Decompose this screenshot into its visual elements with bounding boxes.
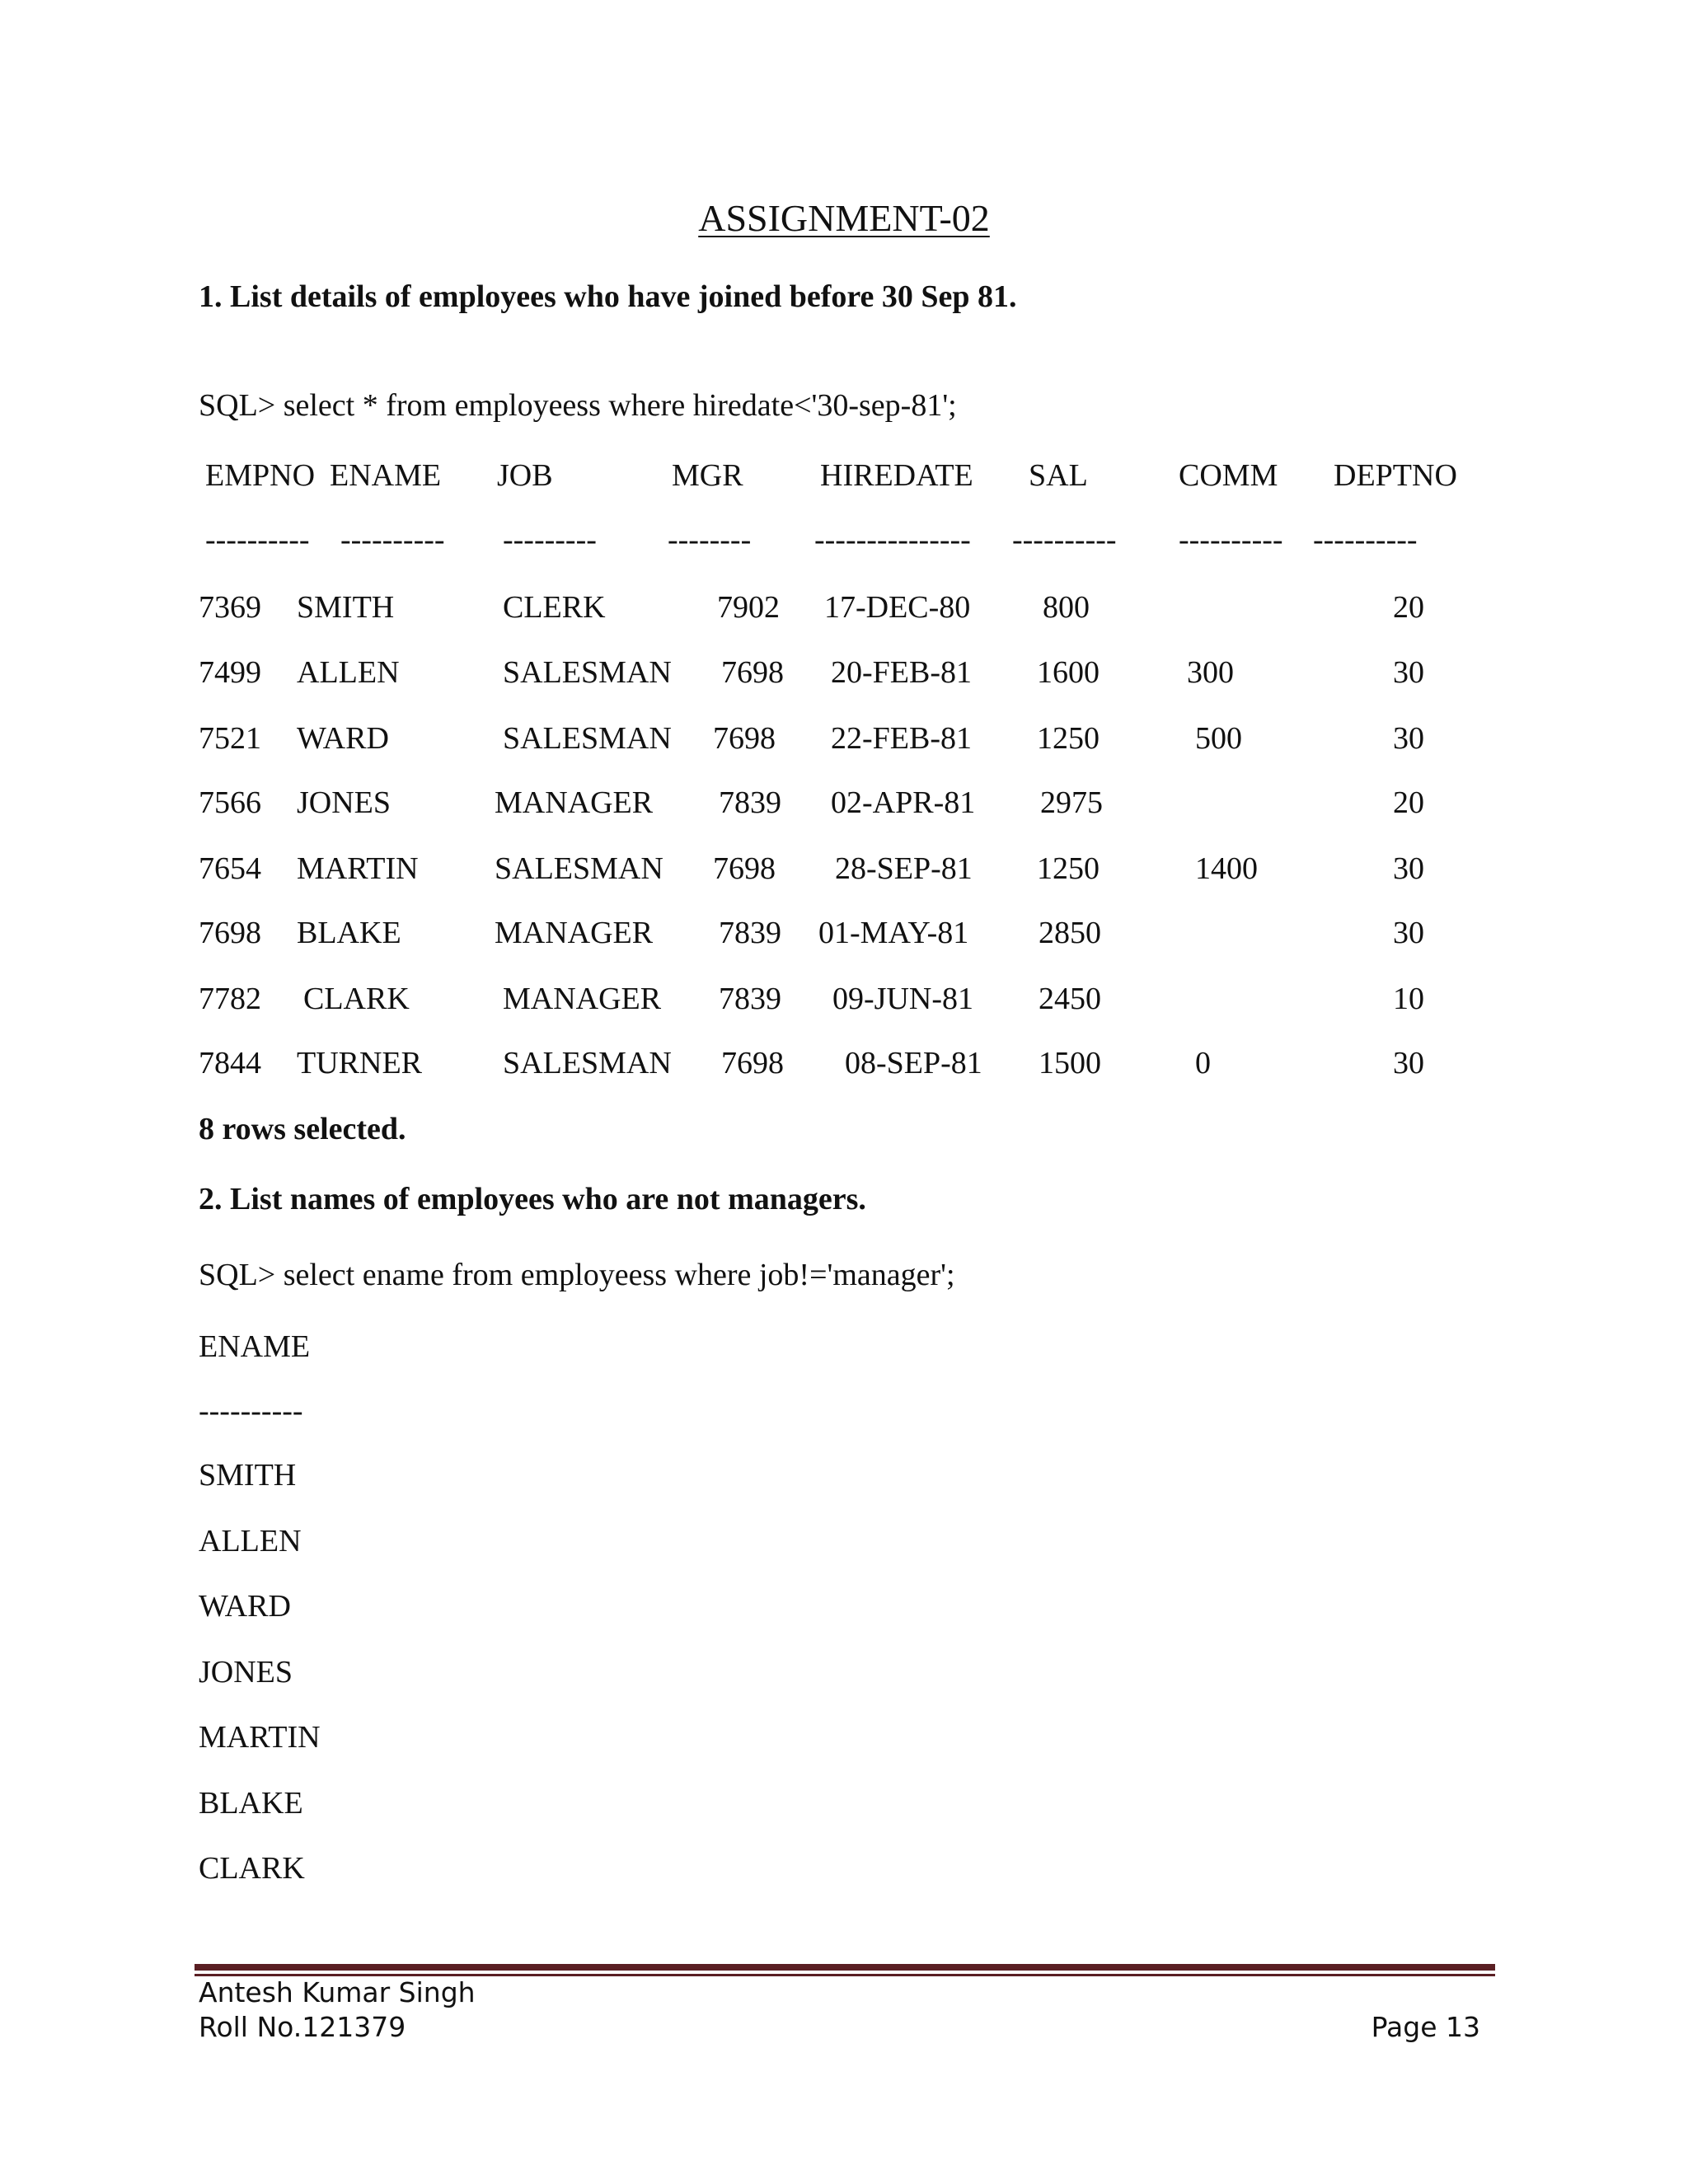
footer-author-name: Antesh Kumar Singh — [199, 1976, 476, 2008]
sql-query-1: SQL> select * from employeess where hiredate<'30-sep-81'; — [199, 388, 957, 423]
table-cell-sal: 1600 — [1037, 655, 1100, 690]
table-cell-mgr: 7839 — [719, 916, 781, 950]
table-cell-ename: WARD — [297, 721, 389, 756]
table-cell-job: SALESMAN — [495, 851, 663, 886]
column-dashes-deptno: ---------- — [1313, 523, 1418, 557]
column-header-deptno: DEPTNO — [1334, 458, 1457, 493]
table-cell-mgr: 7698 — [713, 851, 776, 886]
list-item: ALLEN — [199, 1524, 302, 1558]
list-item: MARTIN — [199, 1720, 321, 1755]
column-dashes-job: --------- — [503, 523, 597, 557]
table-cell-ename: BLAKE — [297, 916, 401, 950]
table-cell-sal: 1250 — [1037, 721, 1100, 756]
table-cell-deptno: 30 — [1393, 916, 1424, 950]
column-header-empno: EMPNO — [205, 458, 316, 493]
table-cell-job: SALESMAN — [503, 721, 672, 756]
rows-selected-summary: 8 rows selected. — [199, 1112, 406, 1146]
table-cell-ename: JONES — [297, 785, 392, 820]
column-header-mgr: MGR — [672, 458, 743, 493]
list-item: CLARK — [199, 1851, 305, 1886]
table-cell-deptno: 30 — [1393, 655, 1424, 690]
column-dashes-hiredate: --------------- — [814, 523, 971, 557]
table-cell-empno: 7369 — [199, 590, 261, 625]
table-cell-mgr: 7839 — [719, 982, 781, 1016]
table-cell-ename: MARTIN — [297, 851, 419, 886]
table-cell-empno: 7566 — [199, 785, 261, 820]
table-cell-empno: 7782 — [199, 982, 261, 1016]
table-cell-ename: SMITH — [297, 590, 395, 625]
table-cell-hiredate: 28-SEP-81 — [835, 851, 973, 886]
table-cell-hiredate: 17-DEC-80 — [824, 590, 971, 625]
list-item: SMITH — [199, 1458, 297, 1493]
table-cell-mgr: 7698 — [721, 655, 784, 690]
table-cell-hiredate: 01-MAY-81 — [818, 916, 969, 950]
table-cell-comm: 300 — [1187, 655, 1234, 690]
list-item: WARD — [199, 1589, 291, 1624]
table-cell-deptno: 30 — [1393, 1046, 1424, 1080]
column-dashes-mgr: -------- — [668, 523, 752, 557]
table-cell-ename: TURNER — [297, 1046, 422, 1080]
table-cell-hiredate: 02-APR-81 — [831, 785, 976, 820]
question-1: 1. List details of employees who have joined before 30 Sep 81. — [199, 279, 1017, 314]
table-cell-empno: 7844 — [199, 1046, 261, 1080]
table-cell-sal: 2975 — [1040, 785, 1103, 820]
question-2: 2. List names of employees who are not managers. — [199, 1182, 866, 1216]
table-cell-deptno: 30 — [1393, 721, 1424, 756]
table-cell-sal: 2850 — [1039, 916, 1101, 950]
table-cell-empno: 7654 — [199, 851, 261, 886]
column-dashes-ename: ---------- — [340, 523, 445, 557]
table-cell-ename: ALLEN — [297, 655, 400, 690]
column-header-comm: COMM — [1179, 458, 1278, 493]
footer-page-number: Page 13 — [1371, 2011, 1480, 2043]
table-cell-comm: 1400 — [1195, 851, 1258, 886]
table-cell-job: SALESMAN — [503, 1046, 672, 1080]
list-item: JONES — [199, 1655, 293, 1690]
table-cell-deptno: 10 — [1393, 982, 1424, 1016]
table-cell-deptno: 20 — [1393, 590, 1424, 625]
table-cell-job: MANAGER — [503, 982, 662, 1016]
table-cell-hiredate: 08-SEP-81 — [845, 1046, 982, 1080]
table-cell-deptno: 30 — [1393, 851, 1424, 886]
table-cell-job: MANAGER — [495, 916, 654, 950]
list-item: BLAKE — [199, 1786, 303, 1821]
table-cell-hiredate: 22-FEB-81 — [831, 721, 972, 756]
table-cell-sal: 2450 — [1039, 982, 1101, 1016]
column-header-sal: SAL — [1029, 458, 1088, 493]
footer-divider — [195, 1964, 1495, 1971]
table-cell-empno: 7698 — [199, 916, 261, 950]
table-cell-hiredate: 09-JUN-81 — [832, 982, 973, 1016]
table-cell-comm: 500 — [1195, 721, 1242, 756]
table-cell-deptno: 20 — [1393, 785, 1424, 820]
column-dashes-sal: ---------- — [1012, 523, 1117, 557]
table-cell-job: CLERK — [503, 590, 606, 625]
table-cell-mgr: 7902 — [717, 590, 780, 625]
table-cell-job: MANAGER — [495, 785, 654, 820]
table-cell-mgr: 7698 — [713, 721, 776, 756]
table-cell-job: SALESMAN — [503, 655, 672, 690]
footer-roll-number: Roll No.121379 — [199, 2011, 406, 2043]
table-cell-sal: 1250 — [1037, 851, 1100, 886]
page-title: ASSIGNMENT-02 — [698, 197, 990, 239]
table-cell-empno: 7521 — [199, 721, 261, 756]
column-header-ename: ENAME — [330, 458, 442, 493]
table-cell-sal: 1500 — [1039, 1046, 1101, 1080]
table-cell-hiredate: 20-FEB-81 — [831, 655, 972, 690]
ename-header: ENAME — [199, 1329, 311, 1364]
column-dashes-empno: ---------- — [205, 523, 310, 557]
column-header-hiredate: HIREDATE — [820, 458, 973, 493]
table-cell-mgr: 7698 — [721, 1046, 784, 1080]
column-header-job: JOB — [497, 458, 553, 493]
column-dashes-comm: ---------- — [1179, 523, 1283, 557]
table-cell-sal: 800 — [1043, 590, 1090, 625]
table-cell-empno: 7499 — [199, 655, 261, 690]
table-cell-comm: 0 — [1195, 1046, 1211, 1080]
table-cell-ename: CLARK — [303, 982, 410, 1016]
sql-query-2: SQL> select ename from employeess where job!='manager'; — [199, 1258, 955, 1292]
ename-dashes: ---------- — [199, 1394, 303, 1428]
table-cell-mgr: 7839 — [719, 785, 781, 820]
